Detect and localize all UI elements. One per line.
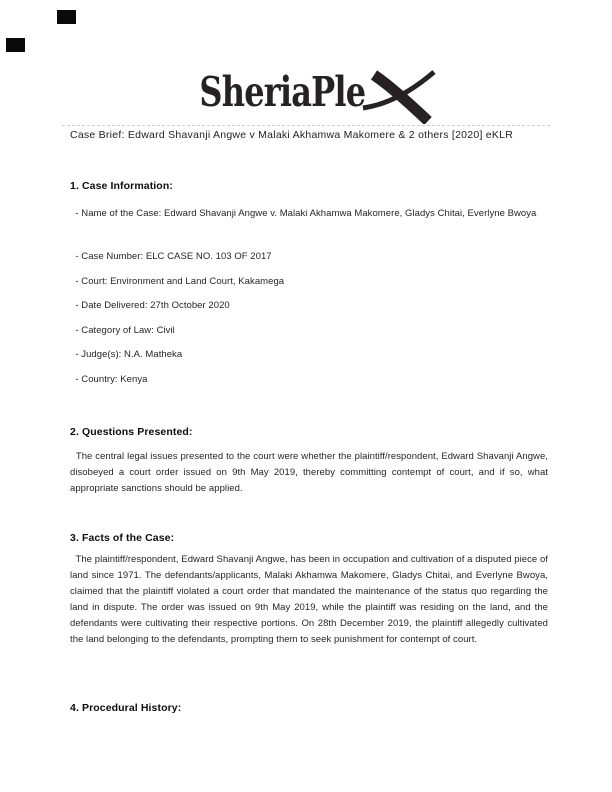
facts-of-the-case-paragraph: The plaintiff/respondent, Edward Shavanji Angwe, has been in occupation and cultivation of a disputed piece of land since 1971. The defendants/applicants, Malaki Akhamwa Makomere, Gladys Chitai, and Everlyne Bwoya, claimed that the plaintiff violated a court order that mandated the maintenance of the status quo regarding the land in dispute. The order was issued on 9th May 2019, while the plaintiff was residing on the land, and the defendants were cultivating their respective portions. On 28th December 2019, the plaintiff allegedly cultivated the land belonging to the defendants, prompting them to seek punishment for contempt of court. [70,554,551,645]
case-info-item-case-number: - Case Number: ELC CASE NO. 103 OF 2017 [70,251,272,262]
scan-artifact-mark [57,10,76,24]
logo-x-swoosh-icon [362,70,436,124]
section-heading-questions-presented: 2. Questions Presented: [70,426,193,438]
sheriaplex-logo [0,66,612,124]
case-info-item-country: - Country: Kenya [70,374,148,385]
scan-artifact-mark [6,38,25,52]
header-divider [62,125,550,126]
section-heading-case-information: 1. Case Information: [70,180,173,192]
case-info-item-court: - Court: Environment and Land Court, Kakamega [70,276,285,287]
logo-wordmark: SheriaPle [199,68,365,116]
page-title: Case Brief: Edward Shavanji Angwe v Malaki Akhamwa Makomere & 2 others [2020] eKLR [70,129,514,141]
questions-presented-paragraph: The central legal issues presented to the court were whether the plaintiff/respondent, Edward Shavanji Angwe, disobeyed a court order issued on 9th May 2019, thereby committing contempt of court, and if so, what appropriate sanctions should be applied. [70,451,551,494]
case-info-item-category: - Category of Law: Civil [70,325,175,336]
section-heading-facts-of-the-case: 3. Facts of the Case: [70,532,175,544]
section-heading-procedural-history: 4. Procedural History: [70,702,182,714]
case-info-item-name: - Name of the Case: Edward Shavanji Angwe v. Malaki Akhamwa Makomere, Gladys Chitai, Everlyne Bwoya [70,208,537,219]
case-info-item-judges: - Judge(s): N.A. Matheka [70,349,183,360]
case-info-item-date-delivered: - Date Delivered: 27th October 2020 [70,300,230,311]
